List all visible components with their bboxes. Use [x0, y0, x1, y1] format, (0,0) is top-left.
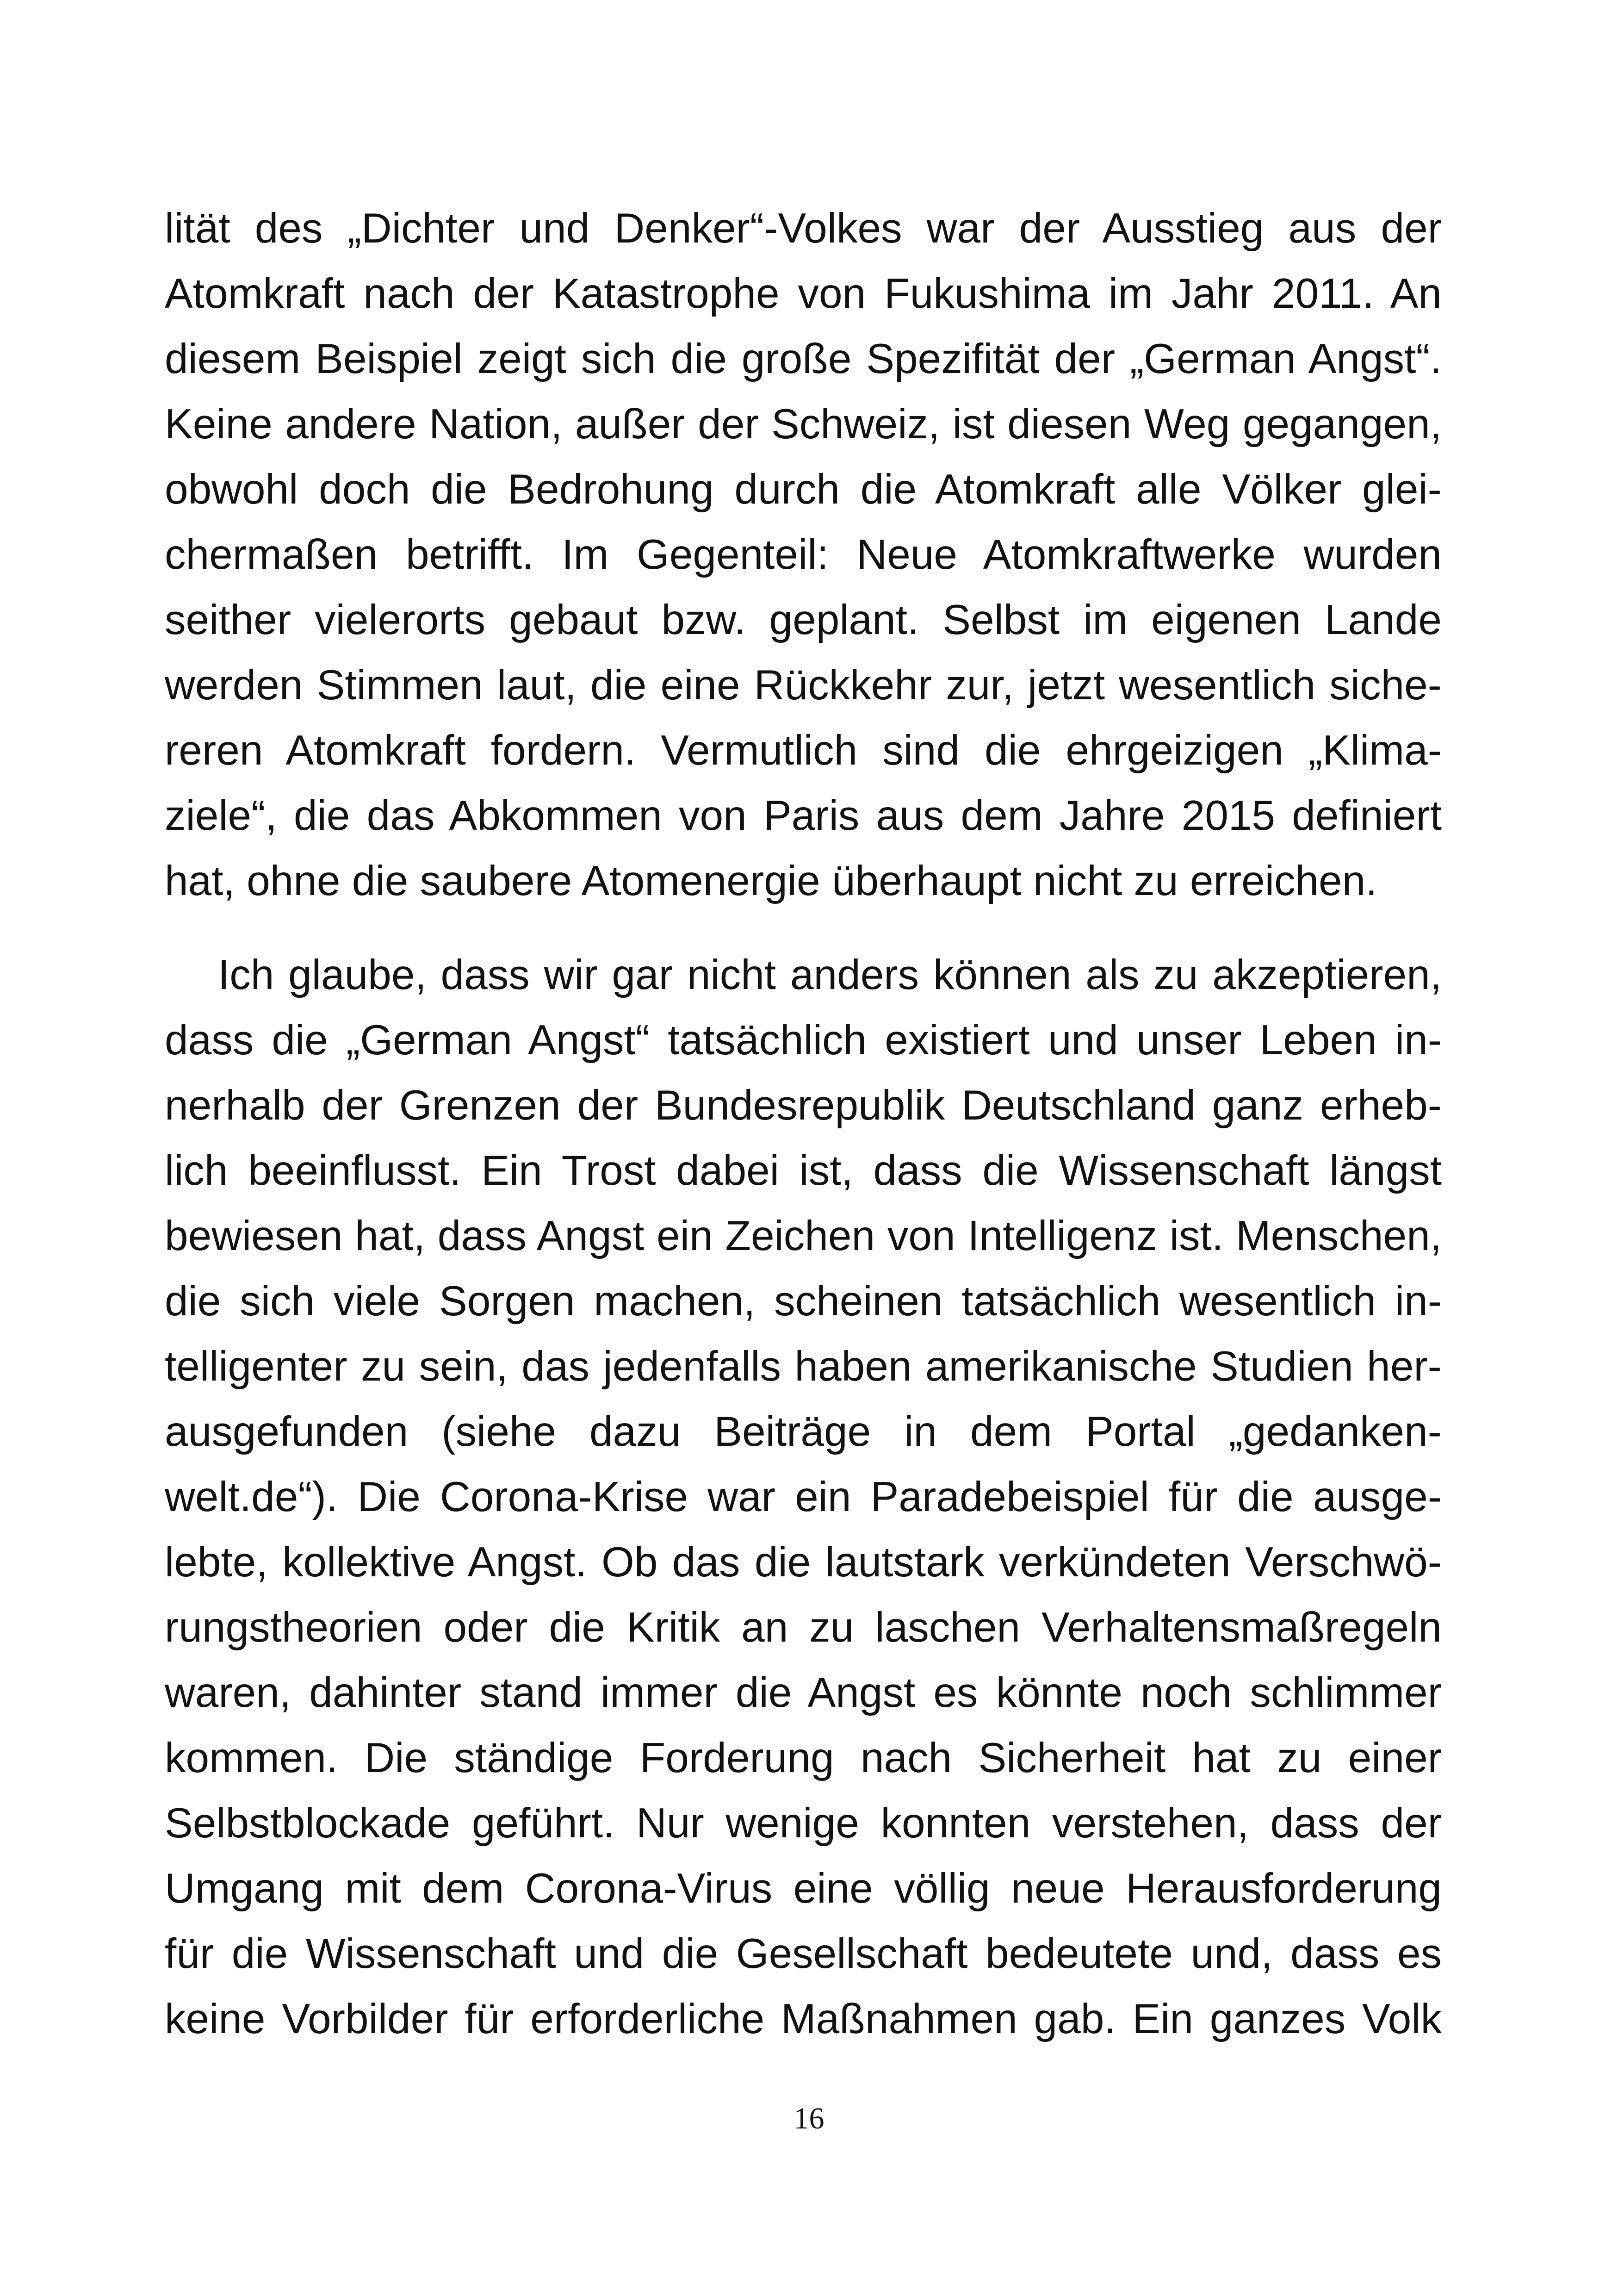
text-line: bewiesen hat, dass Angst ein Zeichen von Intelligenz ist. Menschen,	[165, 1213, 1442, 1259]
paragraph-spacer	[165, 914, 1442, 942]
text-line: Selbstblockade geführt. Nur wenige konnten verstehen, dass der	[165, 1800, 1442, 1847]
text-line: keine Vorbilder für erforderliche Maßnahmen gab. Ein ganzes Volk	[165, 1996, 1442, 2042]
text-line: ausgefunden (siehe dazu Beiträge in dem Portal „gedanken-	[165, 1408, 1442, 1455]
page-number: 16	[794, 2102, 824, 2135]
text-line: waren, dahinter stand immer die Angst es könnte noch schlimmer	[165, 1669, 1442, 1716]
text-line: lich beeinflusst. Ein Trost dabei ist, dass die Wissenschaft längst	[165, 1147, 1442, 1194]
text-line: hat, ohne die saubere Atomenergie überhaupt nicht zu erreichen.	[165, 858, 1377, 904]
text-line: diesem Beispiel zeigt sich die große Spezifität der „German Angst“.	[165, 336, 1442, 382]
text-line: lität des „Dichter und Denker“-Volkes war der Ausstieg aus der	[165, 205, 1442, 252]
text-line: ziele“, die das Abkommen von Paris aus dem Jahre 2015 definiert	[165, 792, 1442, 839]
text-line: dass die „German Angst“ tatsächlich existiert und unser Leben in-	[165, 1017, 1442, 1064]
text-line: die sich viele Sorgen machen, scheinen tatsächlich wesentlich in-	[165, 1278, 1442, 1325]
text-line: Keine andere Nation, außer der Schweiz, ist diesen Weg gegangen,	[165, 401, 1442, 448]
text-line: werden Stimmen laut, die eine Rückkehr zur, jetzt wesentlich siche-	[165, 662, 1442, 709]
text-line: kommen. Die ständige Forderung nach Sicherheit hat zu einer	[165, 1735, 1442, 1781]
text-line: lebte, kollektive Angst. Ob das die lautstark verkündeten Verschwö-	[165, 1539, 1442, 1586]
text-line: rungstheorien oder die Kritik an zu laschen Verhaltensmaßregeln	[165, 1604, 1442, 1651]
text-line: telligenter zu sein, das jedenfalls haben amerikanische Studien her-	[165, 1343, 1442, 1390]
text-line: reren Atomkraft fordern. Vermutlich sind die ehrgeizigen „Klima-	[165, 727, 1442, 774]
text-line: nerhalb der Grenzen der Bundesrepublik Deutschland ganz erheb-	[165, 1082, 1442, 1129]
text-line: Umgang mit dem Corona-Virus eine völlig neue Herausforderung	[165, 1865, 1442, 1912]
text-line: chermaßen betrifft. Im Gegenteil: Neue Atomkraftwerke wurden	[165, 531, 1442, 578]
text-line: Atomkraft nach der Katastrophe von Fukushima im Jahr 2011. An	[165, 270, 1442, 317]
body-text	[165, 196, 1442, 2052]
text-line: seither vielerorts gebaut bzw. geplant. Selbst im eigenen Lande	[165, 597, 1442, 643]
paragraph-2	[165, 942, 1442, 2052]
paragraph-1	[165, 196, 1442, 914]
text-line: Ich glaube, dass wir gar nicht anders können als zu akzeptieren,	[218, 952, 1442, 998]
text-line: obwohl doch die Bedrohung durch die Atomkraft alle Völker glei-	[165, 466, 1442, 513]
text-line: für die Wissenschaft und die Gesellschaft bedeutete und, dass es	[165, 1930, 1442, 1977]
text-line: welt.de“). Die Corona-Krise war ein Paradebeispiel für die ausge-	[165, 1474, 1442, 1520]
